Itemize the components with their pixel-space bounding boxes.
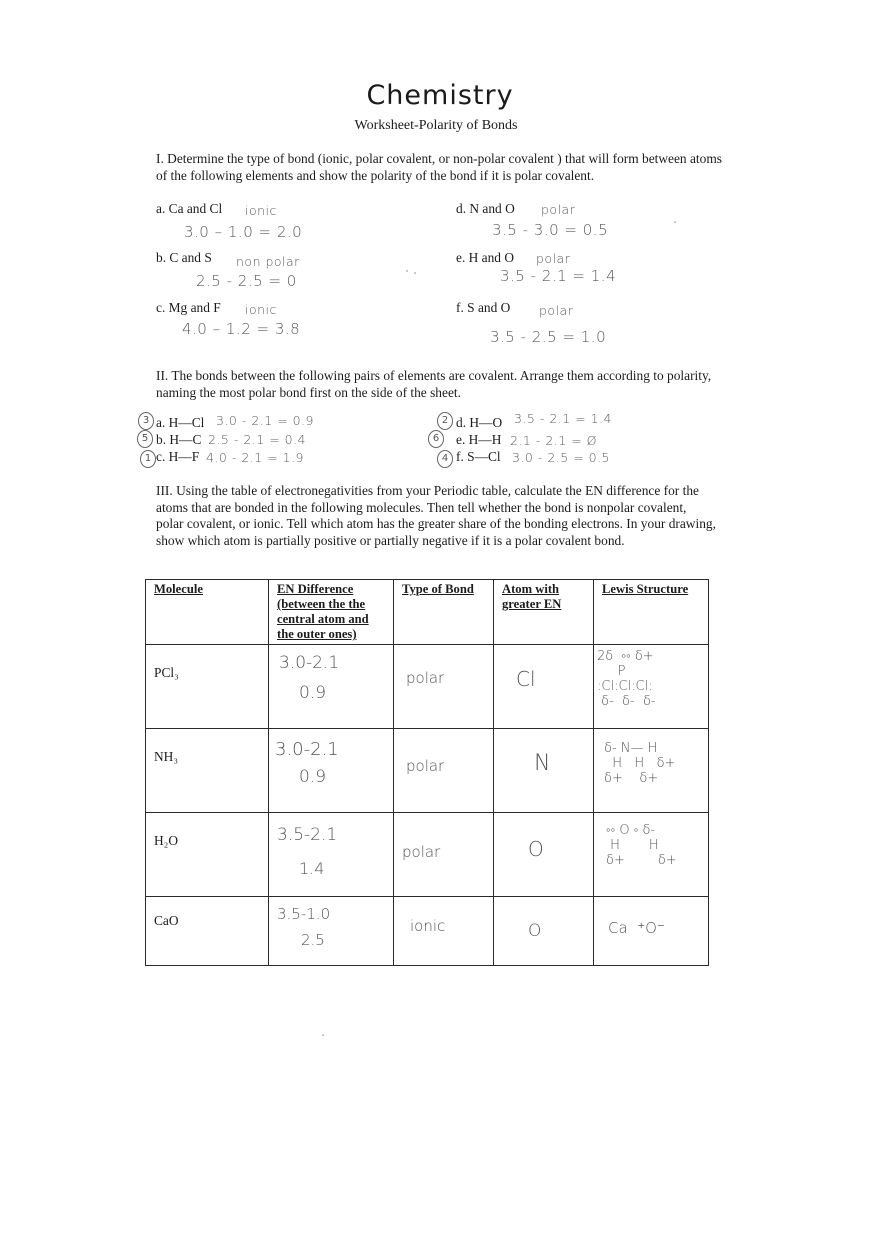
s2-item-d-calc: 3.5 - 2.1 = 1.4 xyxy=(514,411,613,426)
s2-item-a-calc: 3.0 - 2.1 = 0.9 xyxy=(216,413,315,428)
s2-item-e-label: e. H—H xyxy=(456,432,502,447)
s2-item-d-label: d. H—O xyxy=(456,415,503,430)
en-diff: 0.9 xyxy=(299,683,327,703)
s2-rank-d: 2 xyxy=(437,412,453,430)
s2-item-b-label: b. H—C xyxy=(156,432,202,447)
s2-item-f-label: f. S—Cl xyxy=(456,449,501,464)
greater-en-atom: O xyxy=(528,837,544,861)
s2-item-c-label: c. H—F xyxy=(156,449,200,464)
table-header-row xyxy=(146,580,709,645)
molecule-name: NH₃ xyxy=(154,749,179,764)
scan-speck xyxy=(322,1034,324,1036)
header-molecule: Molecule xyxy=(146,580,269,645)
greater-en-atom: Cl xyxy=(516,667,536,691)
molecule-name: H₂O xyxy=(154,833,179,848)
bond-type: ionic xyxy=(410,917,446,935)
lewis-structure: δ- N— H H H δ+ δ+ δ+ xyxy=(604,741,676,786)
bond-type: polar xyxy=(406,669,445,687)
s2-item-e-calc: 2.1 - 2.1 = Ø xyxy=(510,433,597,448)
en-calc: 3.5-1.0 xyxy=(277,905,331,923)
section2-instruction: II. The bonds between the following pairs of elements are covalent. Arrange them according to polarity, naming the most polar bond first on the side of the sheet. xyxy=(156,368,712,400)
bond-type: polar xyxy=(402,843,441,861)
molecule-name: CaO xyxy=(154,913,179,928)
lewis-structure: 2δ ◦◦ δ+ P :Cl:Cl:Cl: δ- δ- δ- xyxy=(597,649,656,709)
en-calc: 3.5-2.1 xyxy=(277,825,338,845)
en-calc: 3.0-2.1 xyxy=(279,653,340,673)
greater-en-atom: O xyxy=(528,921,542,941)
s2-item-c-calc: 4.0 - 2.1 = 1.9 xyxy=(206,450,305,465)
s1-item-b-label: b. C and S xyxy=(156,250,212,265)
s1-item-d-type: polar xyxy=(541,202,576,217)
s1-item-c-calc: 4.0 – 1.2 = 3.8 xyxy=(182,320,301,338)
s1-item-c-label: c. Mg and F xyxy=(156,300,221,315)
lewis-structure: Ca ⁺O⁻ xyxy=(608,919,665,937)
s2-rank-b: 5 xyxy=(137,430,153,448)
scan-speck xyxy=(674,221,676,223)
en-diff: 2.5 xyxy=(301,931,325,949)
s2-item-b-calc: 2.5 - 2.1 = 0.4 xyxy=(208,432,307,447)
header-en-difference: EN Difference (between the the central atom and the outer ones) xyxy=(269,580,394,645)
table-row xyxy=(146,897,709,966)
table-row xyxy=(146,645,709,729)
header-atom-greater-en: Atom with greater EN xyxy=(494,580,594,645)
handwritten-title: Chemistry xyxy=(366,80,514,111)
s1-item-f-calc: 3.5 - 2.5 = 1.0 xyxy=(490,328,607,346)
s1-item-c-type: ionic xyxy=(245,302,277,317)
s1-item-e-type: polar xyxy=(536,251,571,266)
header-type-of-bond: Type of Bond xyxy=(394,580,494,645)
en-difference-table xyxy=(145,579,709,966)
s1-item-e-label: e. H and O xyxy=(456,250,515,265)
en-diff: 0.9 xyxy=(299,767,327,787)
s1-item-f-label: f. S and O xyxy=(456,300,511,315)
s1-item-b-calc: 2.5 - 2.5 = 0 xyxy=(196,272,297,290)
s2-item-a-label: a. H—Cl xyxy=(156,415,205,430)
header-lewis-structure: Lewis Structure xyxy=(594,580,709,645)
s2-rank-f: 4 xyxy=(437,450,453,468)
s1-item-a-label: a. Ca and Cl xyxy=(156,201,223,216)
s1-item-d-label: d. N and O xyxy=(456,201,515,216)
worksheet-subtitle: Worksheet-Polarity of Bonds xyxy=(354,118,518,133)
section3-instruction: III. Using the table of electronegativities from your Periodic table, calculate the EN difference for the atoms that are bonded in the following molecules. Then tell whether the bond is nonpolar covalent, polar covalent, or ionic. Tell which atom has the greater share of the bonding electrons. In your drawing, show which atom is partially positive or partially negative if it is a polar covalent bond. xyxy=(156,483,716,548)
lewis-structure: ◦◦ O ◦ δ- H H δ+ δ+ xyxy=(606,823,677,868)
scan-speck xyxy=(406,270,408,272)
greater-en-atom: N xyxy=(534,751,551,776)
s1-item-b-type: non polar xyxy=(236,254,300,269)
section1-instruction: I. Determine the type of bond (ionic, polar covalent, or non-polar covalent ) that will form between atoms of the following elements and show the polarity of the bond if it is polar covalent. xyxy=(156,151,722,183)
bond-type: polar xyxy=(406,757,445,775)
s2-rank-c: 1 xyxy=(140,450,156,468)
s1-item-d-calc: 3.5 - 3.0 = 0.5 xyxy=(492,221,609,239)
molecule-name: PCl₃ xyxy=(154,665,179,680)
scan-speck xyxy=(414,272,416,274)
table-row xyxy=(146,813,709,897)
s1-item-a-type: ionic xyxy=(245,203,277,218)
s2-item-f-calc: 3.0 - 2.5 = 0.5 xyxy=(512,450,611,465)
en-diff: 1.4 xyxy=(299,859,325,878)
s2-rank-e: 6 xyxy=(428,430,444,448)
en-calc: 3.0-2.1 xyxy=(275,739,339,760)
s2-rank-a: 3 xyxy=(138,412,154,430)
s1-item-f-type: polar xyxy=(539,303,574,318)
s1-item-e-calc: 3.5 - 2.1 = 1.4 xyxy=(500,267,617,285)
table-row xyxy=(146,729,709,813)
s1-item-a-calc: 3.0 – 1.0 = 2.0 xyxy=(184,223,303,241)
